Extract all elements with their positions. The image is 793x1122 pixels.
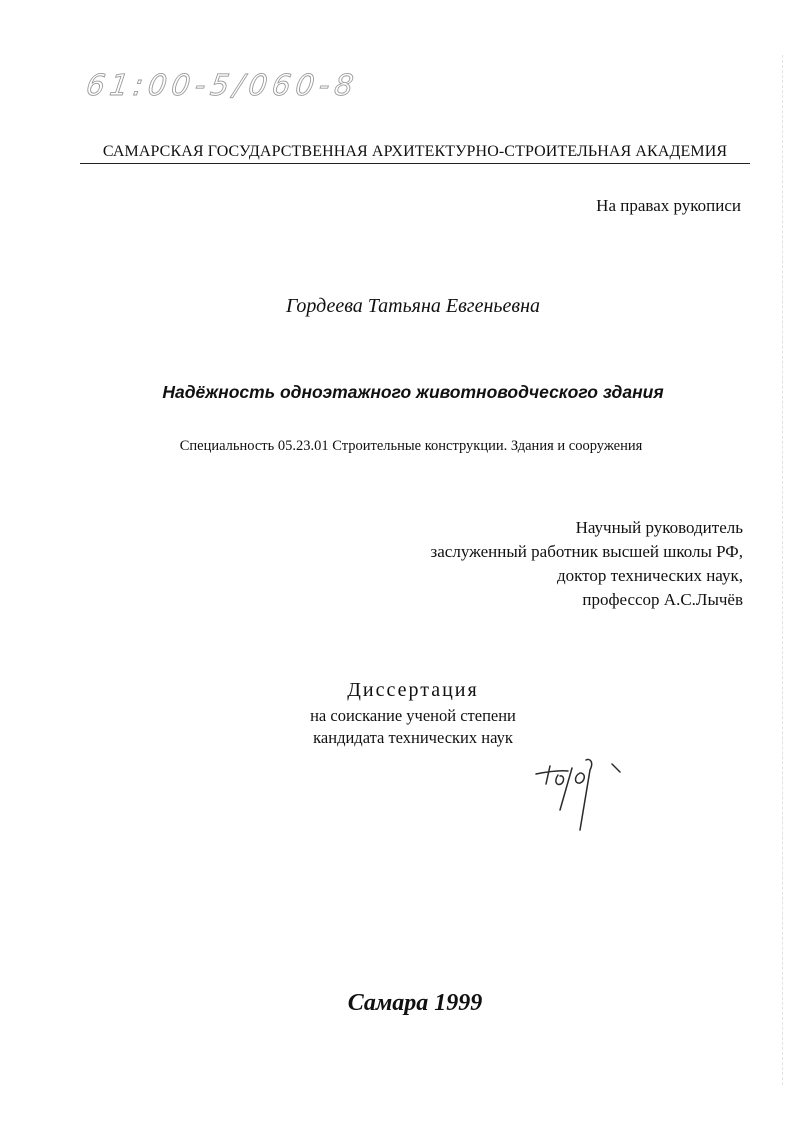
handwritten-signature: [534, 748, 630, 834]
speciality-line: Специальность 05.23.01 Строительные конструкции. Здания и сооружения: [179, 438, 643, 454]
dissertation-title: Надёжность одноэтажного животноводческого здания: [162, 382, 664, 402]
supervisor-block: [431, 516, 743, 612]
supervisor-line: заслуженный работник высшей школы РФ,: [430, 542, 743, 561]
degree-line: кандидата технических наук: [313, 728, 513, 747]
degree-block: [0, 705, 793, 749]
supervisor-line: Научный руководитель: [575, 518, 743, 537]
supervisor-line: доктор технических наук,: [556, 566, 743, 585]
supervisor-line: профессор А.С.Лычёв: [582, 590, 743, 609]
archive-stamp-number: 61:00-5/060-8: [84, 68, 361, 102]
degree-line: на соискание ученой степени: [310, 706, 516, 725]
author-name: Гордеева Татьяна Евгеньевна: [286, 295, 540, 317]
institution-header: САМАРСКАЯ ГОСУДАРСТВЕННАЯ АРХИТЕКТУРНО-СТРОИТЕЛЬНАЯ АКАДЕМИЯ: [80, 143, 750, 164]
city-year: Самара 1999: [347, 990, 483, 1016]
scan-edge-line: [781, 55, 783, 1085]
rights-note: На правах рукописи: [596, 196, 741, 215]
dissertation-heading: Диссертация: [347, 679, 479, 701]
